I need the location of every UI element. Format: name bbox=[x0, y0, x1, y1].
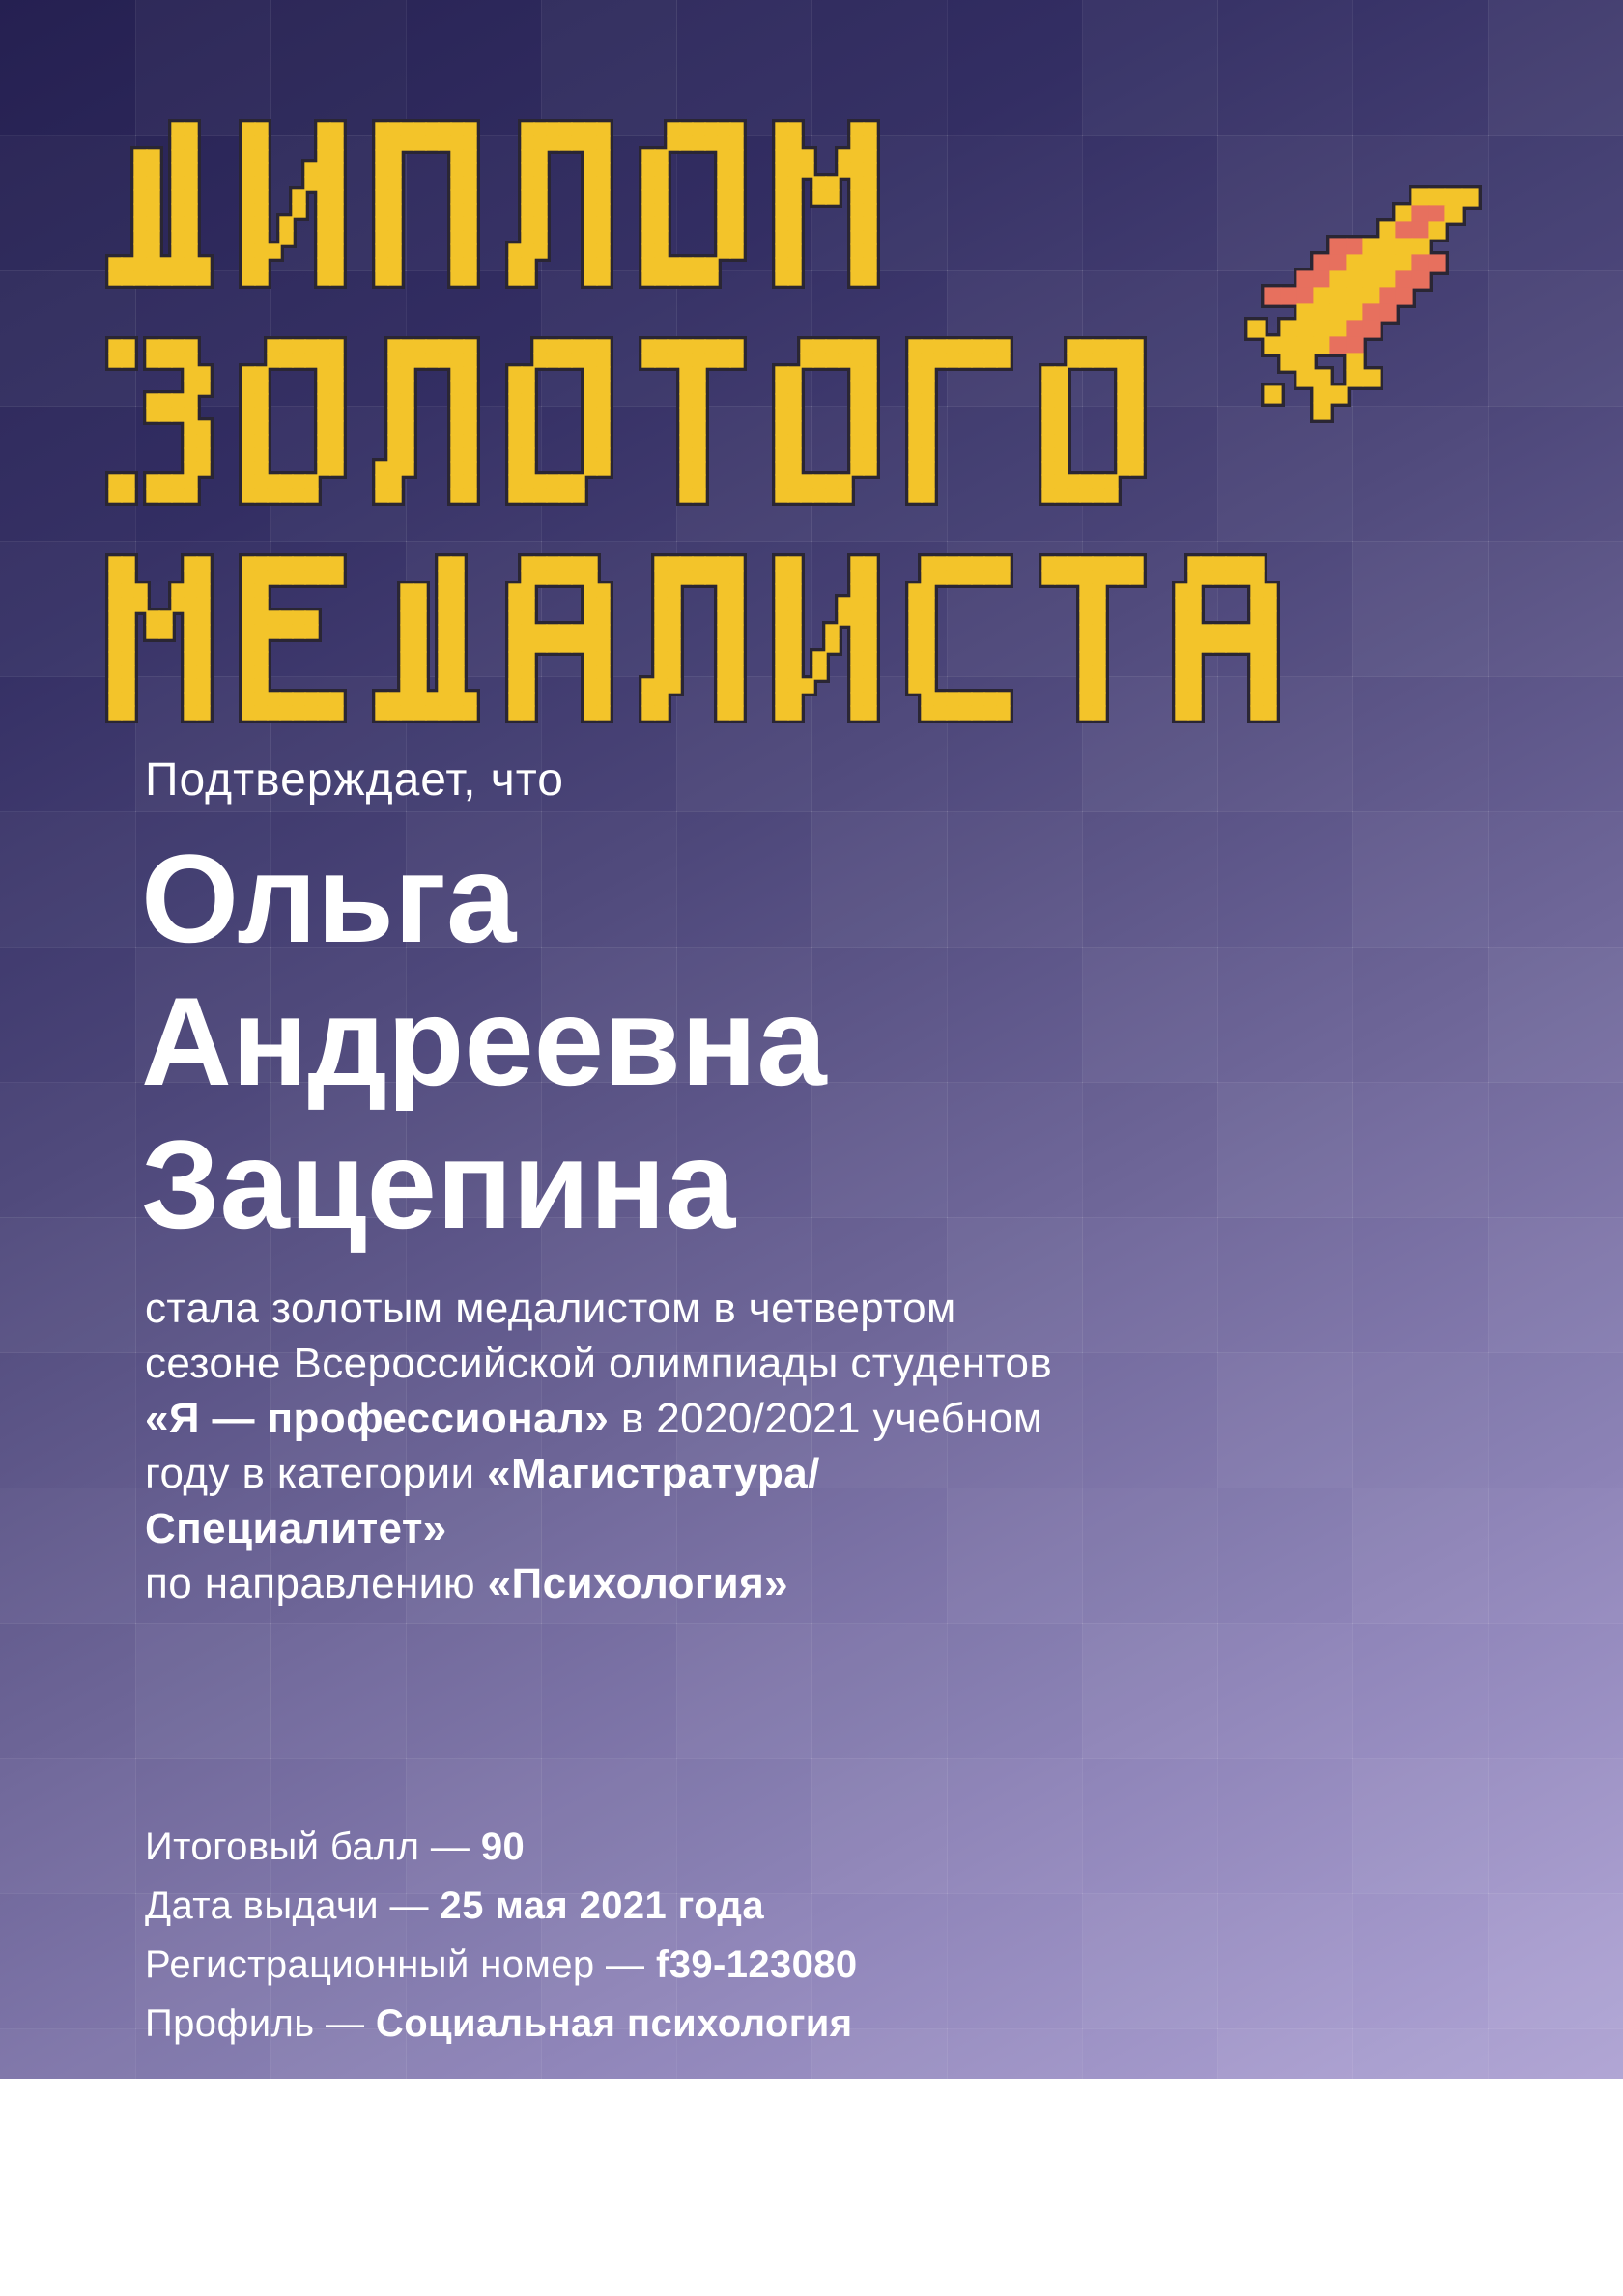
rocket-icon bbox=[1244, 185, 1482, 423]
detail-label: Регистрационный номер bbox=[145, 1943, 595, 1986]
body-line bbox=[145, 1336, 1052, 1391]
body-line bbox=[145, 1446, 1052, 1501]
footer bbox=[0, 2079, 1623, 2296]
body-segment: стала золотым медалистом в четвертом bbox=[145, 1285, 956, 1332]
detail-separator: — bbox=[314, 2002, 376, 2045]
detail-separator: — bbox=[378, 1885, 441, 1927]
detail-row bbox=[145, 1936, 858, 1995]
recipient-first-name: Ольга bbox=[141, 828, 517, 969]
detail-value: 90 bbox=[480, 1826, 526, 1868]
recipient-middle-name: Андреевна bbox=[141, 971, 827, 1112]
body-segment: сезоне Всероссийской олимпиады студентов bbox=[145, 1340, 1053, 1387]
body-segment-bold: «Я — профессионал» bbox=[145, 1395, 610, 1442]
body-segment-bold: «Магистратура/ bbox=[487, 1450, 820, 1497]
body-segment-bold: Специалитет» bbox=[145, 1505, 447, 1552]
body-line bbox=[145, 1556, 1052, 1611]
recipient-last-name: Зацепина bbox=[141, 1114, 736, 1255]
detail-label: Дата выдачи bbox=[145, 1885, 379, 1927]
body-line bbox=[145, 1281, 1052, 1336]
detail-value: Социальная психология bbox=[375, 2002, 853, 2045]
detail-label: Итоговый балл bbox=[145, 1826, 420, 1868]
detail-value: 25 мая 2021 года bbox=[440, 1885, 764, 1927]
body-segment-bold: «Психология» bbox=[487, 1560, 789, 1607]
detail-row bbox=[145, 1818, 858, 1877]
detail-separator: — bbox=[594, 1943, 656, 1986]
detail-label: Профиль bbox=[145, 2002, 315, 2045]
detail-row bbox=[145, 1995, 858, 2054]
body-segment: по направлению bbox=[145, 1560, 488, 1607]
detail-row bbox=[145, 1877, 858, 1936]
details-block bbox=[145, 1818, 858, 2054]
diploma-title bbox=[105, 119, 1280, 723]
body-segment: году в категории bbox=[145, 1450, 488, 1497]
body-line bbox=[145, 1391, 1052, 1446]
recipient-name bbox=[141, 827, 827, 1256]
detail-separator: — bbox=[419, 1826, 481, 1868]
body-line bbox=[145, 1501, 1052, 1556]
body-segment: в 2020/2021 учебном bbox=[609, 1395, 1043, 1442]
detail-value: f39-123080 bbox=[655, 1943, 858, 1986]
confirm-text: Подтверждает, что bbox=[145, 754, 564, 806]
award-description bbox=[145, 1281, 1052, 1611]
